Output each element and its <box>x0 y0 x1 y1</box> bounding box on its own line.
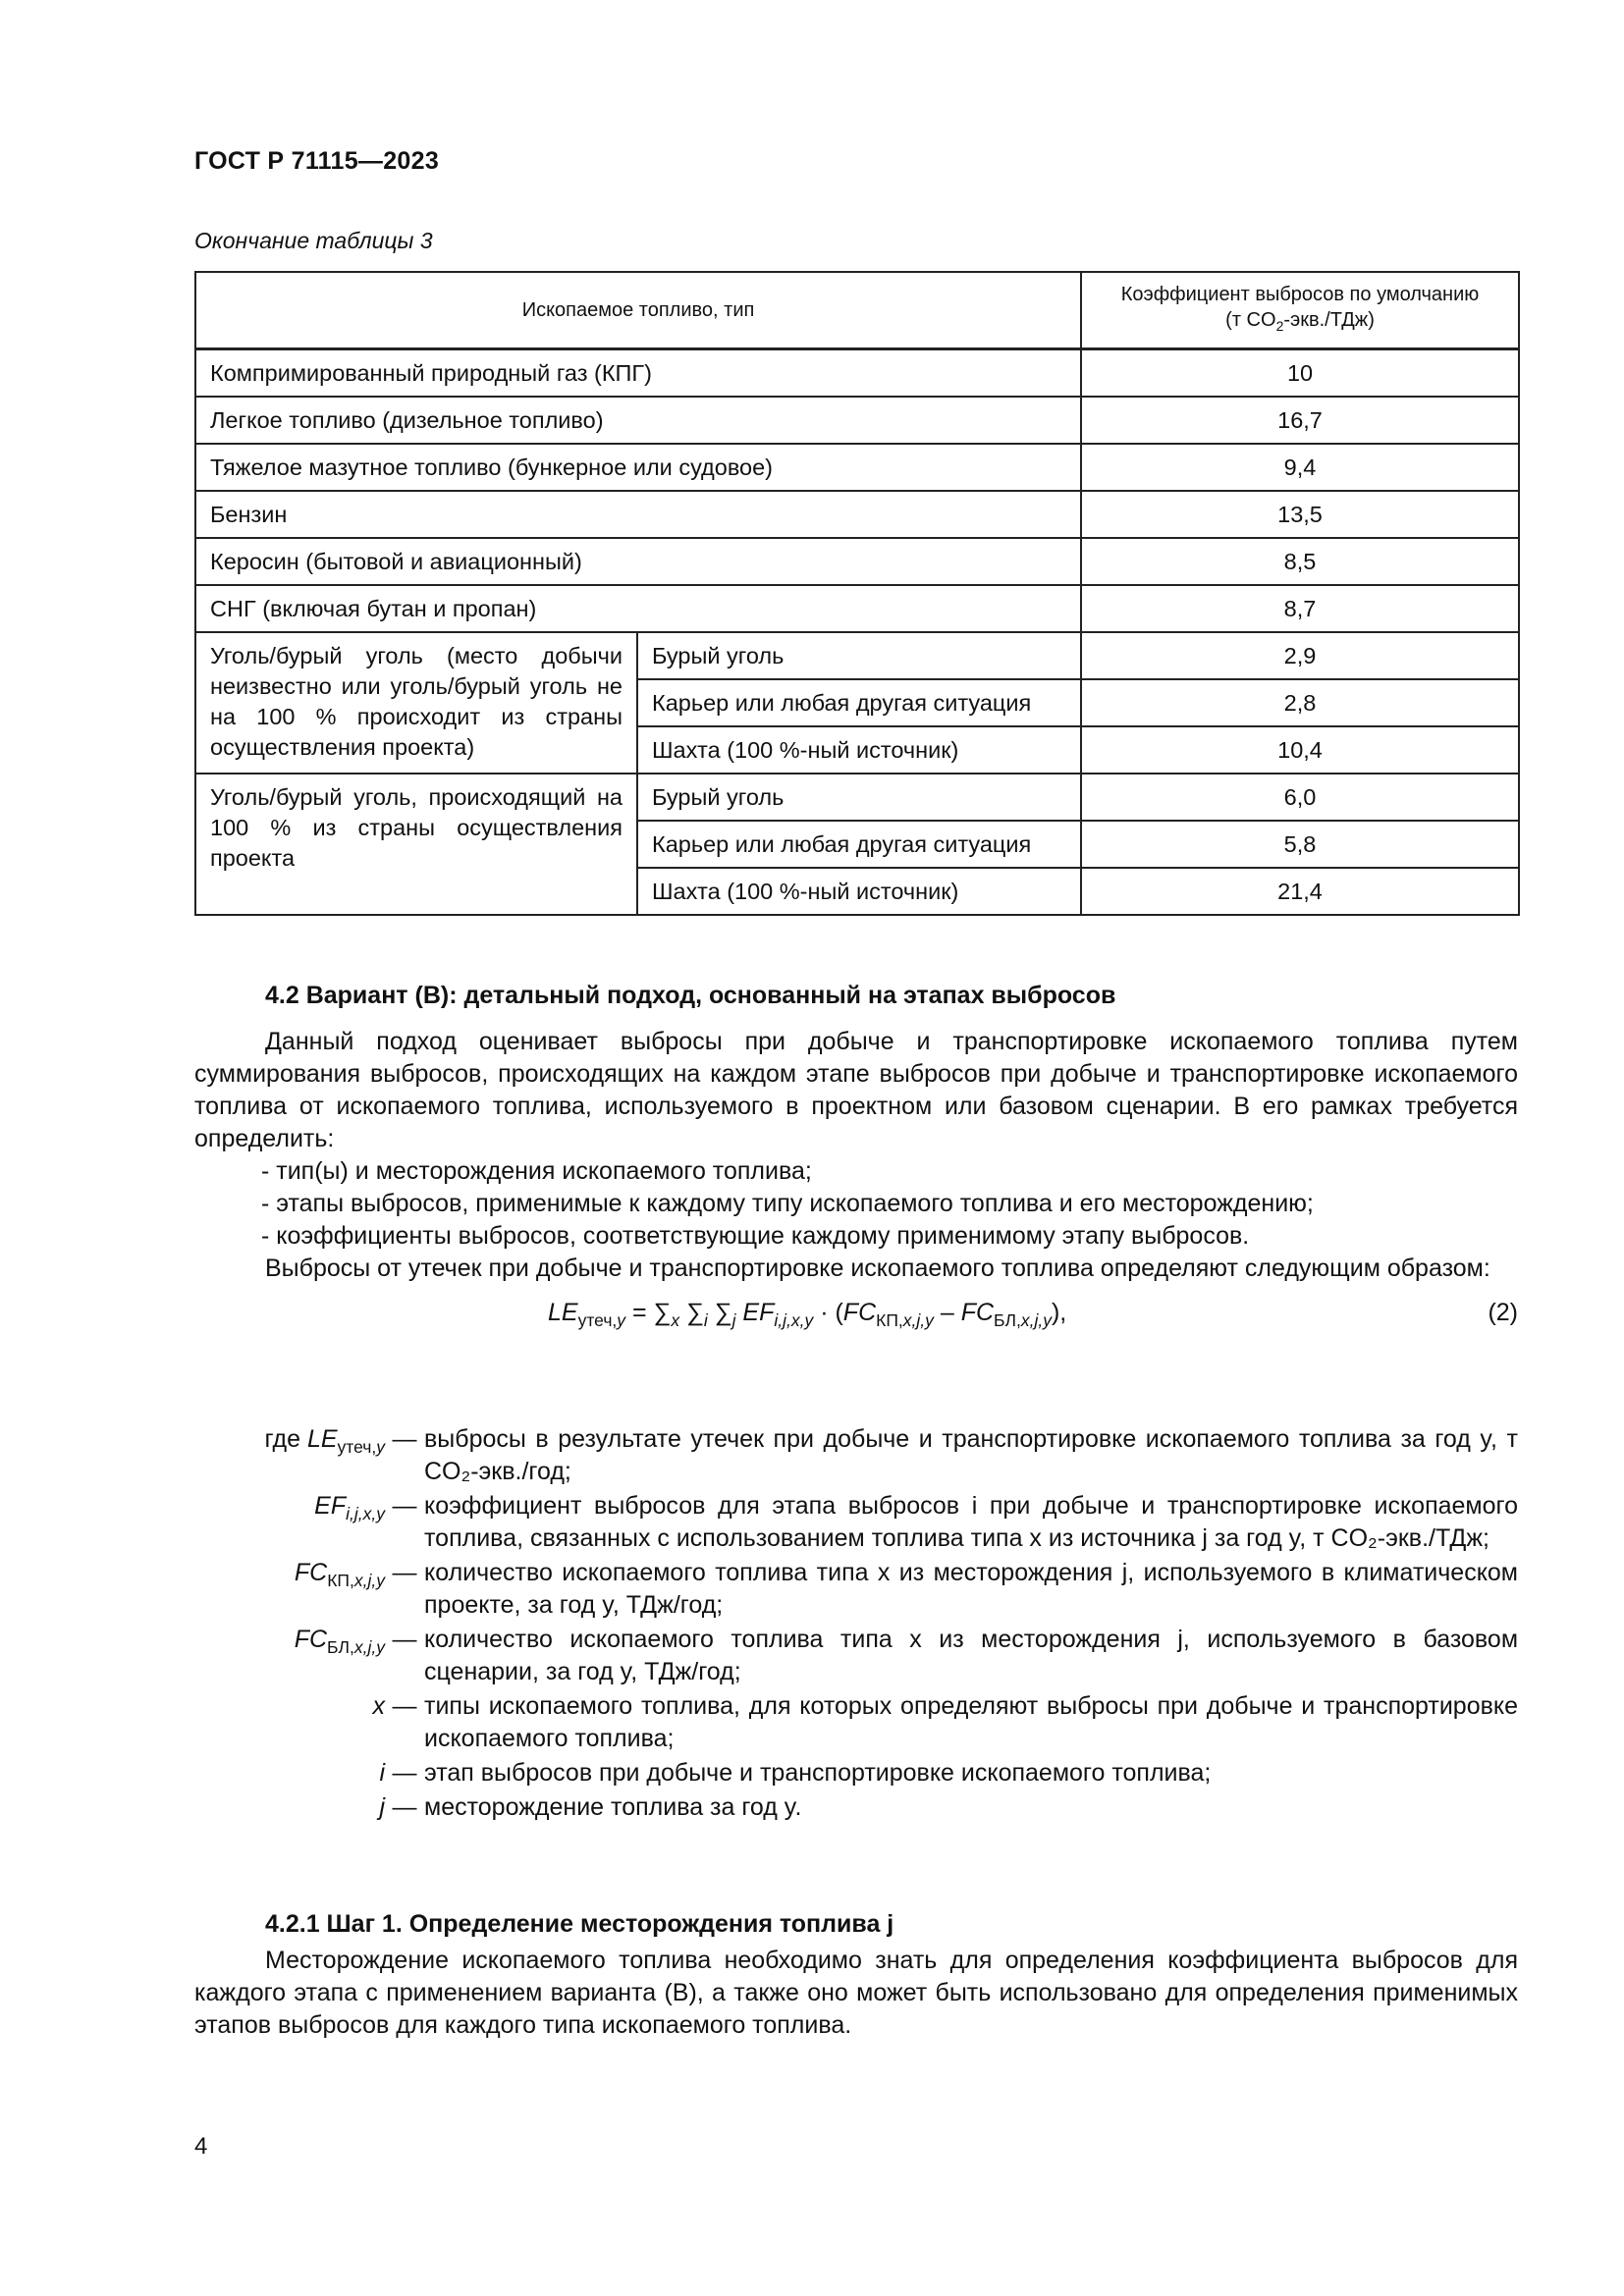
factor-cell: 9,4 <box>1081 444 1519 491</box>
definition-item: $FC_{КП,x,j,y}$ — количество ископаемого топлива типа x из месторождения j, используемого в климатическом проекте, за год y, ТДж/год; <box>194 1557 1518 1622</box>
col-header-ef-line1: Коэффициент выбросов по умолчанию <box>1120 284 1480 305</box>
definitions-list <box>194 1423 1518 1824</box>
table-row <box>195 444 1519 491</box>
definition-item: x — типы ископаемого топлива, для которых определяют выбросы при добыче и транспортировке ископаемого топлива; <box>194 1690 1518 1755</box>
definition-item: i — этап выбросов при добыче и транспортировке ископаемого топлива; <box>194 1757 1518 1789</box>
table-row <box>195 632 1519 679</box>
definition-text: коэффициент выбросов для этапа выбросов i при добыче и транспортировке ископаемого топлива, связанных с использованием топлива типа x из источника j за год y, т CO₂-экв./ТДж; <box>424 1492 1518 1552</box>
list-item: - этапы выбросов, применимые к каждому типу ископаемого топлива и его месторождению; <box>261 1190 1314 1217</box>
definition-text: количество ископаемого топлива типа x из месторождения j, используемого в базовом сценарии, за год y, ТДж/год; <box>424 1626 1518 1685</box>
formula-number: (2) <box>1488 1299 1518 1326</box>
page-number: 4 <box>194 2133 208 2160</box>
paragraph: Выбросы от утечек при добыче и транспортировке ископаемого топлива определяют следующим образом: <box>265 1255 1490 1282</box>
definition-text: типы ископаемого топлива, для которых определяют выбросы при добыче и транспортировке ископаемого топлива; <box>424 1692 1518 1752</box>
section-4-2-1 <box>194 1908 1518 2042</box>
table-row <box>195 349 1519 398</box>
coal-group-label: Уголь/бурый уголь, происходящий на 100 % из страны осуществления проекта <box>195 774 637 915</box>
paragraph: Данный подход оценивает выбросы при добыче и транспортировке ископаемого топлива путем суммирования выбросов, происходящих на каждом этапе выбросов при добыче и транспортировке ископаемого топлива от ископаемого топлива, используемого в проектном или базовом сценарии. В его рамках требуется определить: <box>194 1028 1518 1152</box>
fuel-name-cell: Керосин (бытовой и авиационный) <box>195 538 1081 585</box>
factor-cell: 8,5 <box>1081 538 1519 585</box>
definition-symbol: $FC_{БЛ,x,j,y}$ <box>294 1626 385 1657</box>
fuel-name-cell: Компримированный природный газ (КПГ) <box>195 349 1081 398</box>
table-row <box>195 774 1519 821</box>
table-header-row <box>195 272 1519 349</box>
table-row <box>195 585 1519 632</box>
coal-group-label: Уголь/бурый уголь (место добычи неизвестно или уголь/бурый уголь не на 100 % происходит из страны осуществления проекта) <box>195 632 637 774</box>
definition-item: j — месторождение топлива за год y. <box>194 1791 1518 1824</box>
definition-symbol: i <box>379 1759 385 1787</box>
formula: $LE_{утеч,y} = \sum_x$ $\sum_i$ $\sum_j$ $EF_{i,j,x,y} \cdot (FC_{КП,x,j,y} - FC_{БЛ,x,j,y})$, <box>548 1299 1067 1330</box>
fuel-subtype-cell: Карьер или любая другая ситуация <box>637 821 1081 868</box>
section-heading: 4.2.1 Шаг 1. Определение месторождения топлива j <box>265 1910 894 1938</box>
table-row <box>195 397 1519 444</box>
table-caption: Окончание таблицы 3 <box>194 228 433 253</box>
factor-cell: 6,0 <box>1081 774 1519 821</box>
factor-cell: 8,7 <box>1081 585 1519 632</box>
formula-row <box>194 1285 1518 1344</box>
list-item: - тип(ы) и месторождения ископаемого топлива; <box>261 1157 812 1185</box>
factor-cell: 13,5 <box>1081 491 1519 538</box>
fuel-subtype-cell: Шахта (100 %-ный источник) <box>637 726 1081 774</box>
fuel-subtype-cell: Шахта (100 %-ный источник) <box>637 868 1081 915</box>
fuel-name-cell: Бензин <box>195 491 1081 538</box>
factor-cell: 5,8 <box>1081 821 1519 868</box>
paragraph: Месторождение ископаемого топлива необходимо знать для определения коэффициента выбросов для каждого этапа с применением варианта (В), а также оно может быть использовано для определения применимых этапов выбросов для каждого типа ископаемого топлива. <box>194 1947 1518 2039</box>
fuel-subtype-cell: Бурый уголь <box>637 632 1081 679</box>
factor-cell: 21,4 <box>1081 868 1519 915</box>
list-item: - коэффициенты выбросов, соответствующие каждому применимому этапу выбросов. <box>261 1222 1250 1250</box>
fuel-name-cell: СНГ (включая бутан и пропан) <box>195 585 1081 632</box>
section-4-2 <box>194 980 1518 1344</box>
col-header-fuel-type: Ископаемое топливо, тип <box>195 272 1081 349</box>
fuel-name-cell: Тяжелое мазутное топливо (бункерное или судовое) <box>195 444 1081 491</box>
fuel-name-cell: Легкое топливо (дизельное топливо) <box>195 397 1081 444</box>
factor-cell: 16,7 <box>1081 397 1519 444</box>
definition-symbol: где $LE_{утеч,y}$ <box>264 1425 385 1457</box>
definition-text: количество ископаемого топлива типа x из месторождения j, используемого в климатическом проекте, за год y, ТДж/год; <box>424 1559 1518 1619</box>
definition-text: месторождение топлива за год y. <box>424 1793 802 1821</box>
section-heading: 4.2 Вариант (В): детальный подход, основанный на этапах выбросов <box>265 982 1116 1009</box>
factor-cell: 10,4 <box>1081 726 1519 774</box>
col-header-emission-factor: Коэффициент выбросов по умолчанию (т $CO_2-экв./ТДж$) <box>1081 272 1519 349</box>
definition-symbol: x <box>372 1692 385 1720</box>
factor-cell: 2,8 <box>1081 679 1519 726</box>
emission-factors-table <box>194 271 1520 916</box>
definition-symbol: $EF_{i,j,x,y}$ <box>314 1492 385 1523</box>
definition-item: $FC_{БЛ,x,j,y}$ — количество ископаемого топлива типа x из месторождения j, используемого в базовом сценарии, за год y, ТДж/год; <box>194 1624 1518 1688</box>
factor-cell: 2,9 <box>1081 632 1519 679</box>
definition-symbol: j <box>379 1793 385 1821</box>
definition-text: выбросы в результате утечек при добыче и транспортировке ископаемого топлива за год y, т CO₂-экв./год; <box>424 1425 1518 1485</box>
definition-item: $EF_{i,j,x,y}$ — коэффициент выбросов для этапа выбросов i при добыче и транспортировке ископаемого топлива, связанных с использованием топлива типа x из источника j за год y, т CO₂-экв./ТДж; <box>194 1490 1518 1555</box>
fuel-subtype-cell: Карьер или любая другая ситуация <box>637 679 1081 726</box>
factor-cell: 10 <box>1081 349 1519 398</box>
document-id-header: ГОСТ Р 71115—2023 <box>194 147 440 175</box>
table-row <box>195 538 1519 585</box>
definition-text: этап выбросов при добыче и транспортировке ископаемого топлива; <box>424 1759 1212 1787</box>
table-row <box>195 491 1519 538</box>
definition-item: где $LE_{утеч,y}$ — выбросы в результате утечек при добыче и транспортировке ископаемого топлива за год y, т CO₂-экв./год; <box>194 1423 1518 1488</box>
definition-symbol: $FC_{КП,x,j,y}$ <box>294 1559 385 1590</box>
fuel-subtype-cell: Бурый уголь <box>637 774 1081 821</box>
